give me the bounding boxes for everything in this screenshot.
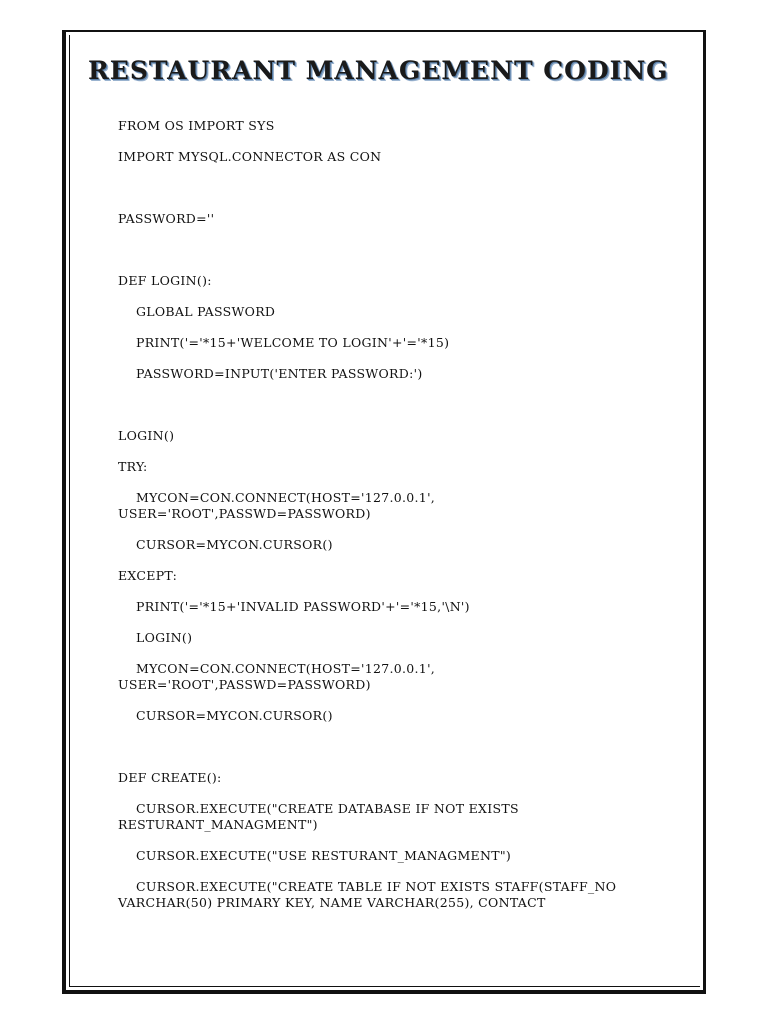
code-line: DEF CREATE(): [118,770,222,785]
code-line: MYCON=CON.CONNECT(HOST='127.0.0.1', USER='ROOT',PASSWD=PASSWORD) [118,490,440,521]
code-line: CURSOR.EXECUTE("USE RESTURANT_MANAGMENT") [136,848,512,863]
code-line: CURSOR=MYCON.CURSOR() [136,708,333,723]
code-line: PRINT('='*15+'INVALID PASSWORD'+'='*15,'\N') [136,599,470,614]
code-line: CURSOR.EXECUTE("CREATE TABLE IF NOT EXISTS STAFF(STAFF_NO VARCHAR(50) PRIMARY KEY, NAME VARCHAR(255), CONTACT [118,879,621,910]
code-line: FROM OS IMPORT SYS [118,118,275,133]
code-line: GLOBAL PASSWORD [136,304,276,319]
code-line: MYCON=CON.CONNECT(HOST='127.0.0.1', USER='ROOT',PASSWD=PASSWORD) [118,661,440,692]
code-line: LOGIN() [118,428,175,443]
code-line: CURSOR.EXECUTE("CREATE DATABASE IF NOT EXISTS RESTURANT_MANAGMENT") [118,801,524,832]
code-line: LOGIN() [136,630,193,645]
code-line: PRINT('='*15+'WELCOME TO LOGIN'+'='*15) [136,335,450,350]
code-line: TRY: [118,459,148,474]
code-line: EXCEPT: [118,568,178,583]
code-line: CURSOR=MYCON.CURSOR() [136,537,333,552]
code-line: DEF LOGIN(): [118,273,212,288]
code-line: PASSWORD='' [118,211,215,226]
code-body [118,118,678,926]
code-line: IMPORT MYSQL.CONNECTOR AS CON [118,149,382,164]
code-line: PASSWORD=INPUT('ENTER PASSWORD:') [136,366,423,381]
document-title: RESTAURANT MANAGEMENT CODING [88,56,669,85]
